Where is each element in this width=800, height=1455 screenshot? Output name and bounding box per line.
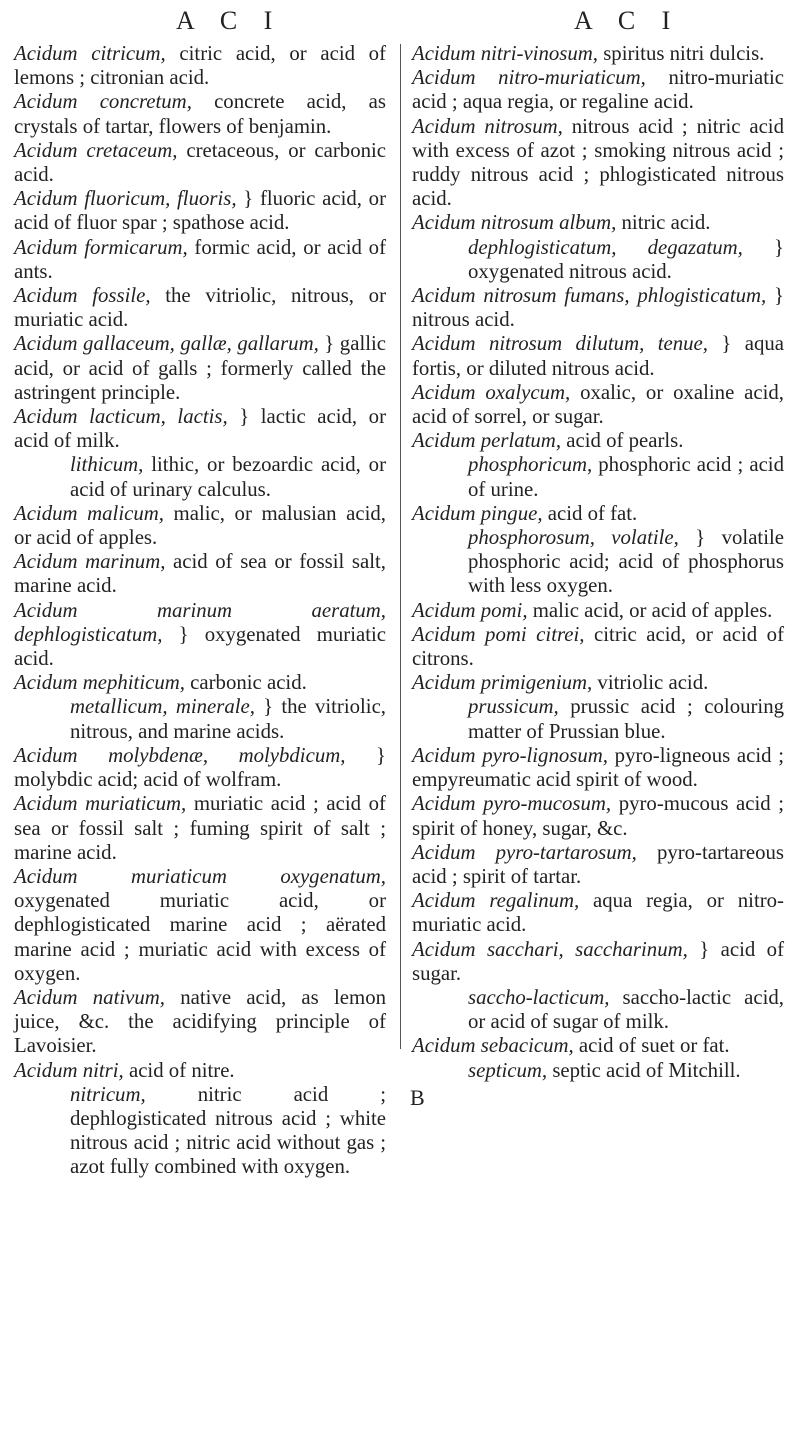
entry-definition: cretaceous, or carbonic acid.	[14, 138, 387, 187]
entry-definition: aqua regia, or nitro-muriatic acid.	[412, 889, 784, 937]
entry-term: Acidum sebacicum,	[412, 1034, 574, 1058]
dictionary-entry	[14, 502, 386, 550]
entry-term: Acidum nitri-vinosum,	[412, 42, 598, 65]
entry-term: Acidum nitri,	[14, 1058, 124, 1082]
dictionary-entry	[412, 792, 784, 840]
entry-term: Acidum fossile,	[14, 284, 151, 308]
dictionary-entry	[412, 453, 784, 501]
entry-definition: oxygenated muriatic acid, or dephlogisticated marine acid ; aërated marine acid ; muriatic acid with excess of oxygen.	[14, 889, 386, 985]
dictionary-entry	[412, 986, 784, 1034]
dictionary-entry	[14, 236, 386, 284]
entry-term: Acidum muriaticum oxygenatum,	[14, 864, 386, 888]
dictionary-entry	[14, 1059, 386, 1083]
dictionary-entry	[412, 526, 784, 599]
entry-term: Acidum citricum,	[14, 42, 166, 65]
entry-term: Acidum regalinum,	[412, 889, 580, 913]
entry-definition: malic acid, or acid of apples.	[527, 598, 773, 622]
entry-term: lithicum,	[70, 453, 144, 477]
dictionary-entry	[412, 599, 784, 623]
dictionary-entry	[412, 332, 784, 380]
entry-term: Acidum marinum aeratum, dephlogisticatum,	[14, 598, 386, 646]
entry-term: Acidum pomi,	[412, 598, 528, 622]
dictionary-entry	[412, 381, 784, 429]
entry-definition: vitriolic acid.	[592, 671, 709, 695]
entry-term: Acidum malicum,	[14, 501, 164, 525]
entry-definition: } volatile phosphoric acid; acid of phosphorus with less oxygen.	[468, 526, 784, 598]
entry-term: Acidum marinum,	[14, 550, 166, 574]
dictionary-entry	[412, 502, 784, 526]
dictionary-entry	[14, 671, 386, 695]
running-head-left: A C I	[176, 6, 283, 35]
entry-definition: nitric acid.	[616, 211, 711, 235]
entry-term: phosphorosum, volatile,	[468, 526, 679, 550]
entry-term: Acidum pyro-mucosum,	[412, 792, 612, 816]
entry-term: Acidum pyro-lignosum,	[412, 743, 608, 767]
entry-term: phosphoricum,	[468, 453, 593, 477]
dictionary-entry	[14, 332, 386, 405]
entry-term: Acidum pyro-tartarosum,	[412, 840, 637, 864]
entry-term: Acidum molybdenæ, molybdicum,	[14, 743, 346, 767]
entry-term: Acidum lacticum, lactis,	[14, 405, 228, 429]
entry-term: Acidum sacchari, saccharinum,	[412, 937, 688, 961]
entry-term: Acidum perlatum,	[412, 429, 562, 453]
dictionary-entry	[412, 889, 784, 937]
dictionary-entry	[14, 284, 386, 332]
entry-term: Acidum nitrosum fumans, phlogisticatum,	[412, 284, 767, 308]
entry-definition: } aqua fortis, or diluted nitrous acid.	[412, 332, 785, 380]
entry-term: Acidum nitrosum dilutum, tenue,	[412, 332, 708, 356]
entry-definition: oxalic, or oxaline acid, acid of sorrel, or sugar.	[412, 380, 784, 429]
dictionary-entry	[412, 623, 784, 671]
entry-definition: native acid, as lemon juice, &c. the acidifying principle of Lavoisier.	[14, 985, 386, 1058]
entry-definition: acid of nitre.	[123, 1058, 235, 1082]
entry-definition: carbonic acid.	[184, 671, 307, 695]
entry-definition: citric acid, or acid of lemons ; citronian acid.	[14, 42, 387, 90]
dictionary-entry	[14, 187, 386, 235]
entry-definition: septic acid of Mitchill.	[547, 1058, 741, 1082]
column-divider	[400, 44, 401, 1049]
entry-definition: muriatic acid ; acid of sea or fossil salt ; fuming spirit of salt ; marine acid.	[14, 792, 386, 864]
entry-definition: formic acid, or acid of ants.	[14, 235, 386, 283]
dictionary-entry	[412, 695, 784, 743]
dictionary-entry	[412, 66, 784, 114]
dictionary-entry	[14, 1083, 386, 1180]
dictionary-entry	[14, 453, 386, 501]
dictionary-entry	[412, 938, 784, 986]
entry-definition: acid of pearls.	[561, 429, 684, 453]
entry-definition: spiritus nitri dulcis.	[598, 42, 765, 65]
dictionary-entry	[412, 42, 784, 66]
entry-definition: nitric acid ; dephlogisticated nitrous acid ; white nitrous acid ; nitric acid without gas ; azot fully combined with oxygen.	[70, 1082, 386, 1179]
dictionary-entry	[14, 405, 386, 453]
right-column	[412, 42, 784, 1083]
entry-definition: saccho-lactic acid, or acid of sugar of milk.	[468, 985, 784, 1034]
entry-term: septicum,	[468, 1058, 548, 1082]
entry-term: Acidum oxalycum,	[412, 380, 571, 404]
entry-definition: citric acid, or acid of citrons.	[412, 622, 784, 671]
signature-mark: B	[410, 1085, 425, 1110]
entry-term: Acidum cretaceum,	[14, 138, 178, 162]
entry-definition: pyro-ligneous acid ; empyreumatic acid spirit of wood.	[412, 743, 784, 792]
entry-definition: nitro-muriatic acid ; aqua regia, or regaline acid.	[412, 66, 784, 114]
entry-term: Acidum formicarum,	[14, 235, 188, 259]
entry-term: Acidum concretum,	[14, 90, 192, 114]
dictionary-entry	[14, 550, 386, 598]
dictionary-entry	[412, 1034, 784, 1058]
entry-definition: malic, or malusian acid, or acid of apples.	[14, 501, 386, 550]
entry-term: Acidum primigenium,	[412, 671, 593, 695]
entry-definition: } molybdic acid; acid of wolfram.	[14, 743, 386, 792]
entry-definition: } acid of sugar.	[412, 937, 784, 985]
entry-term: Acidum pingue,	[412, 501, 543, 525]
left-column	[14, 42, 386, 1180]
dictionary-entry	[14, 599, 386, 672]
entry-definition: } nitrous acid.	[412, 284, 784, 332]
dictionary-entry	[412, 841, 784, 889]
entry-term: Acidum pomi citrei,	[412, 622, 585, 646]
dictionary-entry	[412, 236, 784, 284]
dictionary-entry	[412, 1059, 784, 1083]
entry-term: dephlogisticatum, degazatum,	[468, 235, 743, 259]
entry-term: metallicum, minerale,	[70, 695, 255, 719]
entry-term: Acidum nitrosum,	[412, 114, 563, 138]
entry-definition: the vitriolic, nitrous, or muriatic acid.	[14, 284, 387, 332]
dictionary-entry	[412, 115, 784, 212]
entry-definition: acid of suet or fat.	[573, 1034, 730, 1058]
entry-term: Acidum muriaticum,	[14, 792, 187, 816]
dictionary-entry	[14, 744, 386, 792]
dictionary-entry	[14, 695, 386, 743]
dictionary-entry	[412, 284, 784, 332]
dictionary-entry	[412, 211, 784, 235]
entry-definition: } oxygenated nitrous acid.	[468, 235, 784, 283]
entry-term: nitricum,	[70, 1082, 146, 1106]
entry-term: Acidum fluoricum, fluoris,	[14, 187, 237, 211]
dictionary-entry	[412, 744, 784, 792]
dictionary-entry	[14, 865, 386, 986]
entry-definition: prussic acid ; colouring matter of Prussian blue.	[468, 695, 784, 743]
dictionary-entry	[412, 429, 784, 453]
entry-term: Acidum nitrosum album,	[412, 211, 617, 235]
entry-term: Acidum mephiticum,	[14, 671, 185, 695]
entry-definition: pyro-mucous acid ; spirit of honey, sugar, &c.	[412, 792, 784, 840]
entry-definition: } lactic acid, or acid of milk.	[14, 405, 386, 453]
dictionary-entry	[14, 42, 386, 90]
entry-definition: lithic, or bezoardic acid, or acid of urinary calculus.	[70, 453, 386, 501]
entry-term: Acidum gallaceum, gallæ, gallarum,	[14, 332, 319, 356]
dictionary-entry	[14, 986, 386, 1059]
entry-term: Acidum nitro-muriaticum,	[412, 66, 646, 90]
entry-definition: pyro-tartareous acid ; spirit of tartar.	[412, 840, 784, 888]
entry-definition: } gallic acid, or acid of galls ; formerly called the astringent principle.	[14, 332, 387, 404]
entry-term: saccho-lacticum,	[468, 985, 610, 1009]
dictionary-entry	[14, 792, 386, 865]
entry-definition: acid of sea or fossil salt, marine acid.	[14, 550, 387, 598]
entry-definition: concrete acid, as crystals of tartar, flowers of benjamin.	[14, 90, 386, 138]
entry-definition: } fluoric acid, or acid of fluor spar ; spathose acid.	[14, 187, 387, 235]
entry-definition: phosphoric acid ; acid of urine.	[468, 453, 784, 501]
dictionary-entry	[14, 139, 386, 187]
dictionary-entry	[412, 671, 784, 695]
dictionary-entry	[14, 90, 386, 138]
entry-definition: nitrous acid ; nitric acid with excess of azot ; smoking nitrous acid ; ruddy nitrous acid ; phlogisticated nitrous acid.	[412, 114, 784, 211]
entry-term: Acidum nativum,	[14, 985, 165, 1009]
entry-definition: } the vitriolic, nitrous, and marine acids.	[70, 695, 387, 743]
entry-definition: } oxygenated muriatic acid.	[14, 622, 386, 671]
running-head-right: A C I	[574, 6, 681, 35]
entry-definition: acid of fat.	[542, 501, 638, 525]
entry-term: prussicum,	[468, 695, 559, 719]
